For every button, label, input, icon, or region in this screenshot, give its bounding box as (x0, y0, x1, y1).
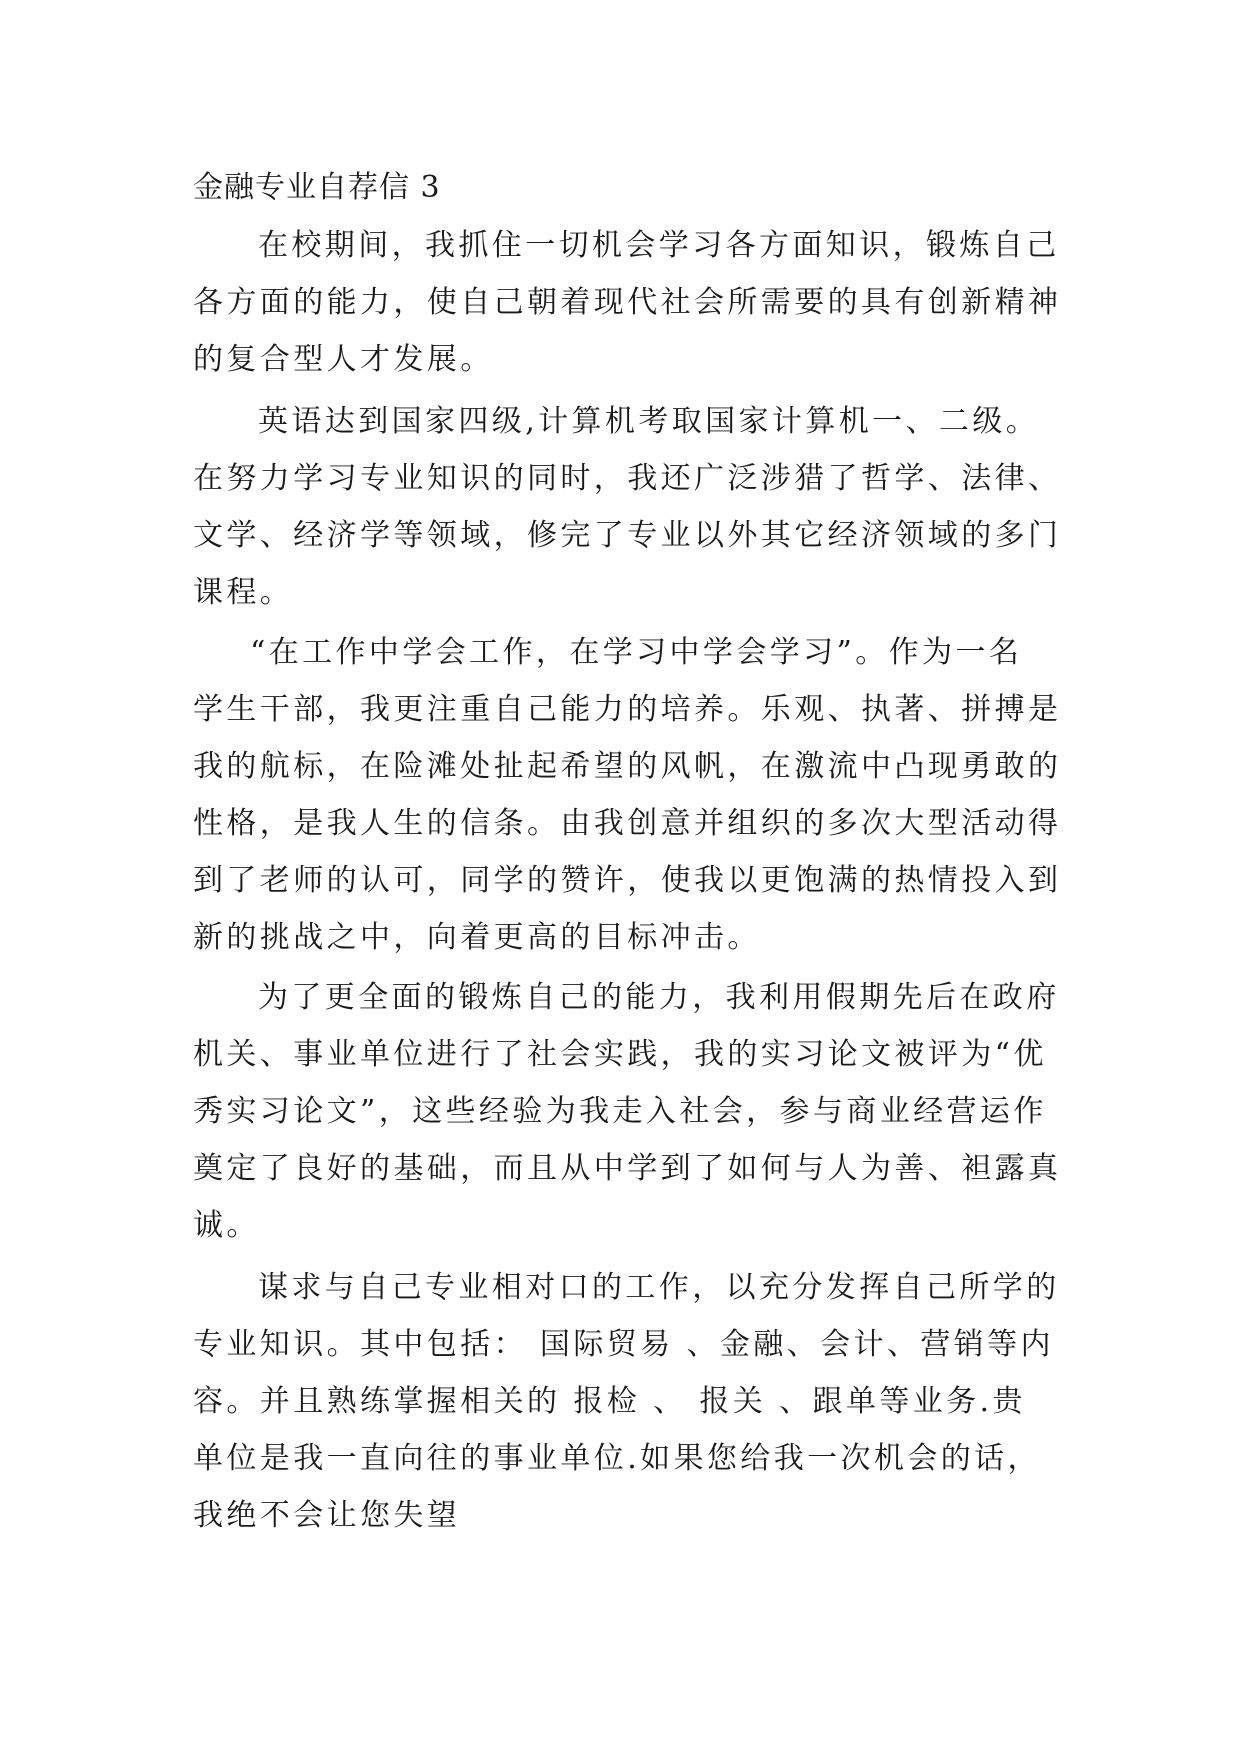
paragraph-4-line-3: 秀实习论文”，这些经验为我走入社会，参与商业经营运作 (193, 1094, 1047, 1129)
paragraph-5-line-4: 单位是我一直向往的事业单位.如果您给我一次机会的话， (193, 1441, 1041, 1476)
paragraph-3-line-6: 新的挑战之中，向着更高的目标冲击。 (193, 920, 761, 955)
paragraph-5-line-3: 容。并且熟练掌握相关的 报检 、 报关 、跟单等业务.贵 (193, 1384, 1026, 1419)
paragraph-1-line-3: 的复合型人才发展。 (193, 342, 494, 377)
paragraph-3-line-1: “在工作中学会工作，在学习中学会学习”。作为一名 (250, 635, 1023, 670)
paragraph-2-line-4: 课程。 (193, 575, 294, 610)
paragraph-5-line-1: 谋求与自己专业相对口的工作，以充分发挥自己所学的 (258, 1270, 1060, 1305)
paragraph-4-line-1: 为了更全面的锻炼自己的能力，我利用假期先后在政府 (258, 980, 1060, 1015)
document-title: 金融专业自荐信 3 (193, 170, 441, 205)
paragraph-3-line-4: 性格，是我人生的信条。由我创意并组织的多次大型活动得 (193, 806, 1062, 841)
paragraph-2-line-3: 文学、经济学等领域，修完了专业以外其它经济领域的多门 (193, 518, 1062, 553)
paragraph-3-line-2: 学生干部，我更注重自己能力的培养。乐观、执著、拼搏是 (193, 692, 1062, 727)
paragraph-2-line-2: 在努力学习专业知识的同时，我还广泛涉猎了哲学、法律、 (193, 461, 1062, 496)
paragraph-3-line-5: 到了老师的认可，同学的赞许，使我以更饱满的热情投入到 (193, 863, 1062, 898)
paragraph-4-line-4: 奠定了良好的基础，而且从中学到了如何与人为善、袒露真 (193, 1151, 1062, 1186)
paragraph-1-line-2: 各方面的能力，使自己朝着现代社会所需要的具有创新精神 (193, 285, 1062, 320)
paragraph-4-line-5: 诚。 (193, 1208, 260, 1243)
paragraph-3-line-3: 我的航标，在险滩处扯起希望的风帆，在激流中凸现勇敢的 (193, 749, 1062, 784)
paragraph-1-line-1: 在校期间，我抓住一切机会学习各方面知识，锻炼自己 (258, 228, 1060, 263)
paragraph-5-line-5: 我绝不会让您失望 (193, 1498, 461, 1533)
paragraph-5-line-2: 专业知识。其中包括： 国际贸易 、金融、会计、营销等内 (193, 1327, 1054, 1362)
paragraph-4-line-2: 机关、事业单位进行了社会实践，我的实习论文被评为“优 (193, 1037, 1047, 1072)
paragraph-2-line-1: 英语达到国家四级,计算机考取国家计算机一、二级。 (258, 404, 1040, 439)
